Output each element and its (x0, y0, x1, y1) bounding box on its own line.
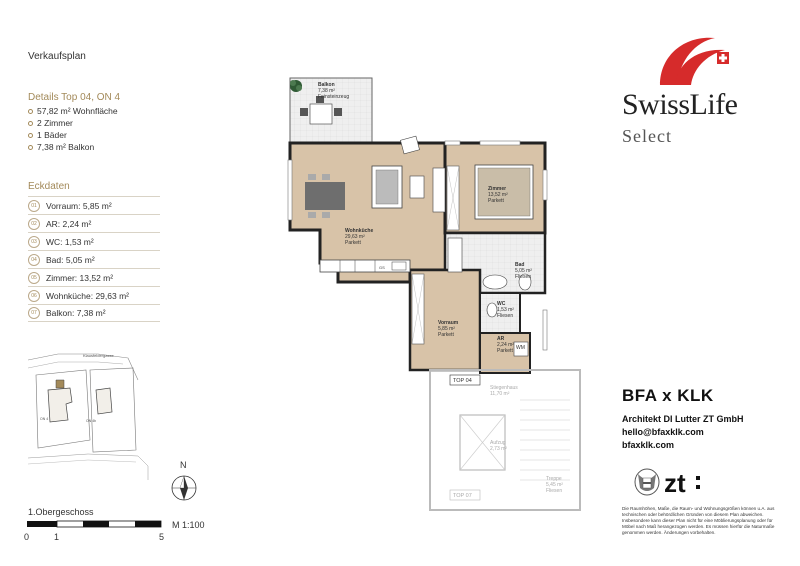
balcony-table (310, 104, 332, 124)
coffee-table (410, 176, 424, 198)
eckdaten-row: 04 Bad: 5,05 m² (28, 250, 160, 268)
swisslife-logo-icon (655, 30, 735, 90)
scale-tick-1: 1 (54, 532, 60, 542)
scale-tick-5: 5 (159, 532, 165, 542)
bullet-icon (28, 121, 33, 126)
eckdaten-row: 02 AR: 2,24 m² (28, 214, 160, 232)
bullet-icon (28, 133, 33, 138)
room-label-vorraum: Vorraum 5,85 m² Parkett (438, 320, 459, 338)
chair-icon (322, 212, 330, 218)
kitchen-mark: GS (379, 265, 385, 270)
company-email[interactable]: hello@bfaxklk.com (622, 427, 704, 437)
room-number-badge: 05 (28, 272, 40, 284)
eckdaten-row: 05 Zimmer: 13,52 m² (28, 268, 160, 286)
company-firm: Architekt DI Lutter ZT GmbH (622, 414, 744, 424)
eckdaten-row: 01 Vorraum: 5,85 m² (28, 196, 160, 214)
chair-icon (300, 108, 308, 116)
page-title: Verkaufsplan (28, 51, 86, 62)
room-label-stiegenhaus: Stiegenhaus 11,70 m² (490, 385, 518, 397)
detail-item: 1 Bäder (28, 129, 118, 141)
room-label-wc: WC 1,53 m² Fliesen (497, 301, 514, 319)
compass-label: N (180, 460, 187, 470)
north-arrow-icon (168, 458, 204, 506)
dining-table (305, 182, 345, 210)
toilet-icon (487, 303, 497, 317)
bullet-icon (28, 109, 33, 114)
chair-icon (322, 174, 330, 180)
room-number-badge: 06 (28, 290, 40, 302)
details-list (28, 105, 118, 153)
wm-label: WM (516, 345, 525, 351)
zt-logo-icon (664, 470, 708, 496)
scale-tick-0: 0 (24, 532, 30, 542)
room-number-badge: 02 (28, 218, 40, 230)
site-label: ON 4 (40, 417, 49, 421)
room-label-aufzug: Aufzug 2,73 m² (490, 440, 507, 452)
logo-sub: Select (622, 126, 672, 146)
company-info (622, 413, 744, 452)
street-label: Klausfeldergasse (83, 353, 114, 358)
detail-item: 2 Zimmer (28, 117, 118, 129)
eckdaten-heading: Eckdaten (28, 181, 70, 192)
site-label: ON 4b (86, 419, 97, 423)
eckdaten-row: 03 WC: 1,53 m² (28, 232, 160, 250)
room-number-badge: 04 (28, 254, 40, 266)
logo-brand: SwissLife (622, 88, 738, 121)
company-name: BFA x KLK (622, 386, 714, 405)
top04-label: TOP 04 (453, 378, 472, 384)
sink-icon (483, 275, 507, 289)
chair-icon (308, 212, 316, 218)
top07-label: TOP 07 (453, 493, 472, 499)
chair-icon (334, 108, 342, 116)
austria-eagle-icon (632, 464, 662, 498)
room-label-balkon: Balkon 7,38 m² Feinsteinzeug (318, 82, 350, 100)
floor-plan (270, 70, 590, 515)
disclaimer: Die Raumhöhen, Maße, die Raum- und Wohnungsgrößen können u.A. aus technischen oder behördlichen Gründen von diesem Plan abweichen. Insbesondere kann dieser Plan nicht für eine Möblierungsplanung oder für Möbel nach Maß herangezogen werden. Es müssen hierfür die Naturmaße genommen werden. Änderungen vorbehalten. (622, 506, 775, 535)
scale-bar (26, 518, 166, 530)
company-web[interactable]: bfaxklk.com (622, 440, 675, 450)
room-label-zimmer: Zimmer 13,52 m² Parkett (488, 186, 508, 204)
detail-item: 7,38 m² Balkon (28, 141, 118, 153)
eckdaten-row: 06 Wohnküche: 29,63 m² (28, 286, 160, 304)
site-plan-map (28, 350, 168, 480)
eckdaten-row: 07 Balkon: 7,38 m² (28, 304, 160, 322)
svg-text:zt: zt (664, 470, 686, 496)
floor-label: 1.Obergeschoss (28, 507, 94, 517)
chair-icon (308, 174, 316, 180)
room-number-badge: 03 (28, 236, 40, 248)
scale-label: M 1:100 (172, 520, 205, 530)
shower-icon (448, 238, 462, 272)
eckdaten-table (28, 196, 160, 322)
bullet-icon (28, 145, 33, 150)
details-heading: Details Top 04, ON 4 (28, 92, 121, 103)
room-number-badge: 01 (28, 200, 40, 212)
room-label-bad: Bad 5,05 m² Fliesen (515, 262, 532, 280)
room-number-badge: 07 (28, 307, 40, 319)
room-label-treppe: Treppe 5,45 m² Fliesen (546, 476, 563, 494)
room-label-wohnkueche: Wohnküche 29,63 m² Parkett (345, 228, 374, 246)
tv-unit (433, 168, 445, 212)
plant-icon (290, 80, 302, 92)
detail-item: 57,82 m² Wohnfläche (28, 105, 118, 117)
room-label-ar: AR 2,24 m² Parkett (497, 336, 514, 354)
